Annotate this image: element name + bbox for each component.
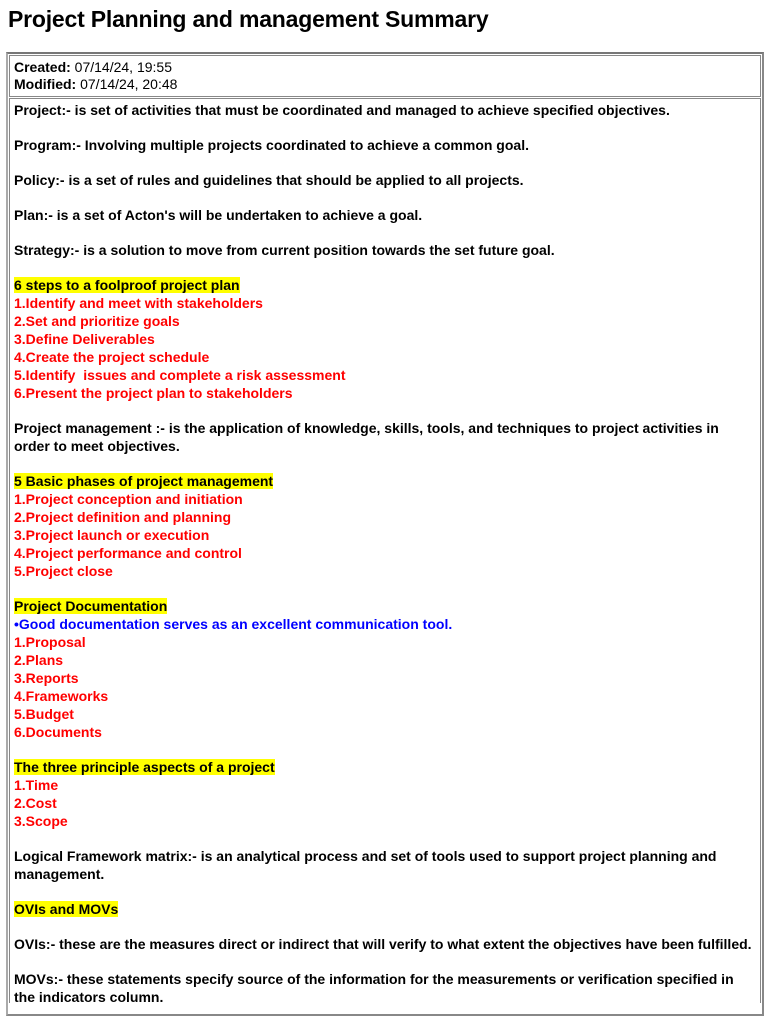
list-item: 1.Project conception and initiation xyxy=(14,491,243,507)
list-item: 2.Project definition and planning xyxy=(14,509,232,525)
definition-ovis: OVIs:- these are the measures direct or indirect that will verify to what extent the objectives have been fulfilled. xyxy=(14,936,752,952)
note-table xyxy=(6,52,764,1016)
documentation-heading: Project Documentation xyxy=(14,598,168,614)
created-value: 07/14/24, 19:55 xyxy=(70,59,172,75)
list-item: 4.Project performance and control xyxy=(14,545,242,561)
list-item: 5.Budget xyxy=(14,706,74,722)
modified-value: 07/14/24, 20:48 xyxy=(76,76,178,92)
modified-label: Modified: xyxy=(14,76,77,92)
list-item: 6.Present the project plan to stakeholders xyxy=(14,385,293,401)
definition-project: Project:- is set of activities that must be coordinated and managed to achieve specified objectives. xyxy=(14,102,670,118)
list-item: 1.Proposal xyxy=(14,634,86,650)
created-label: Created: xyxy=(14,59,71,75)
aspects-heading: The three principle aspects of a project xyxy=(14,759,275,775)
documentation-section xyxy=(14,597,756,741)
definition-logframe: Logical Framework matrix:- is an analytical process and set of tools used to support project planning and management. xyxy=(14,848,717,882)
list-item: 3.Reports xyxy=(14,670,79,686)
created-row xyxy=(14,59,756,76)
definition-project-management: Project management :- is the application of knowledge, skills, tools, and techniques to project activities in order to meet objectives. xyxy=(14,420,719,454)
steps-heading: 6 steps to a foolproof project plan xyxy=(14,277,240,293)
list-item: 4.Frameworks xyxy=(14,688,109,704)
phases-heading: 5 Basic phases of project management xyxy=(14,473,274,489)
list-item: 2.Plans xyxy=(14,652,64,668)
aspects-section xyxy=(14,758,756,830)
list-item: 3.Scope xyxy=(14,813,68,829)
list-item: 6.Documents xyxy=(14,724,102,740)
list-item: 2.Set and prioritize goals xyxy=(14,313,180,329)
list-item: 1.Time xyxy=(14,777,59,793)
definition-program: Program:- Involving multiple projects coordinated to achieve a common goal. xyxy=(14,137,529,153)
definition-policy: Policy:- is a set of rules and guidelines that should be applied to all projects. xyxy=(14,172,524,188)
list-item: 3.Define Deliverables xyxy=(14,331,155,347)
list-item: 3.Project launch or execution xyxy=(14,527,210,543)
phases-section xyxy=(14,472,756,580)
documentation-note: •Good documentation serves as an excellent communication tool. xyxy=(14,616,453,632)
list-item: 2.Cost xyxy=(14,795,57,811)
definition-plan: Plan:- is a set of Acton's will be undertaken to achieve a goal. xyxy=(14,207,423,223)
page-title: Project Planning and management Summary xyxy=(8,6,489,32)
list-item: 1.Identify and meet with stakeholders xyxy=(14,295,263,311)
list-item: 4.Create the project schedule xyxy=(14,349,210,365)
ovis-movs-heading: OVIs and MOVs xyxy=(14,901,119,917)
steps-section xyxy=(14,276,756,402)
definition-strategy: Strategy:- is a solution to move from current position towards the set future goal. xyxy=(14,242,555,258)
note-content xyxy=(9,98,761,1003)
definition-movs: MOVs:- these statements specify source of the information for the measurements or verification specified in the indicators column. xyxy=(14,971,734,1005)
modified-row xyxy=(14,76,756,93)
list-item: 5.Project close xyxy=(14,563,113,579)
list-item: 5.Identify issues and complete a risk assessment xyxy=(14,367,346,383)
metadata-cell xyxy=(9,55,761,97)
